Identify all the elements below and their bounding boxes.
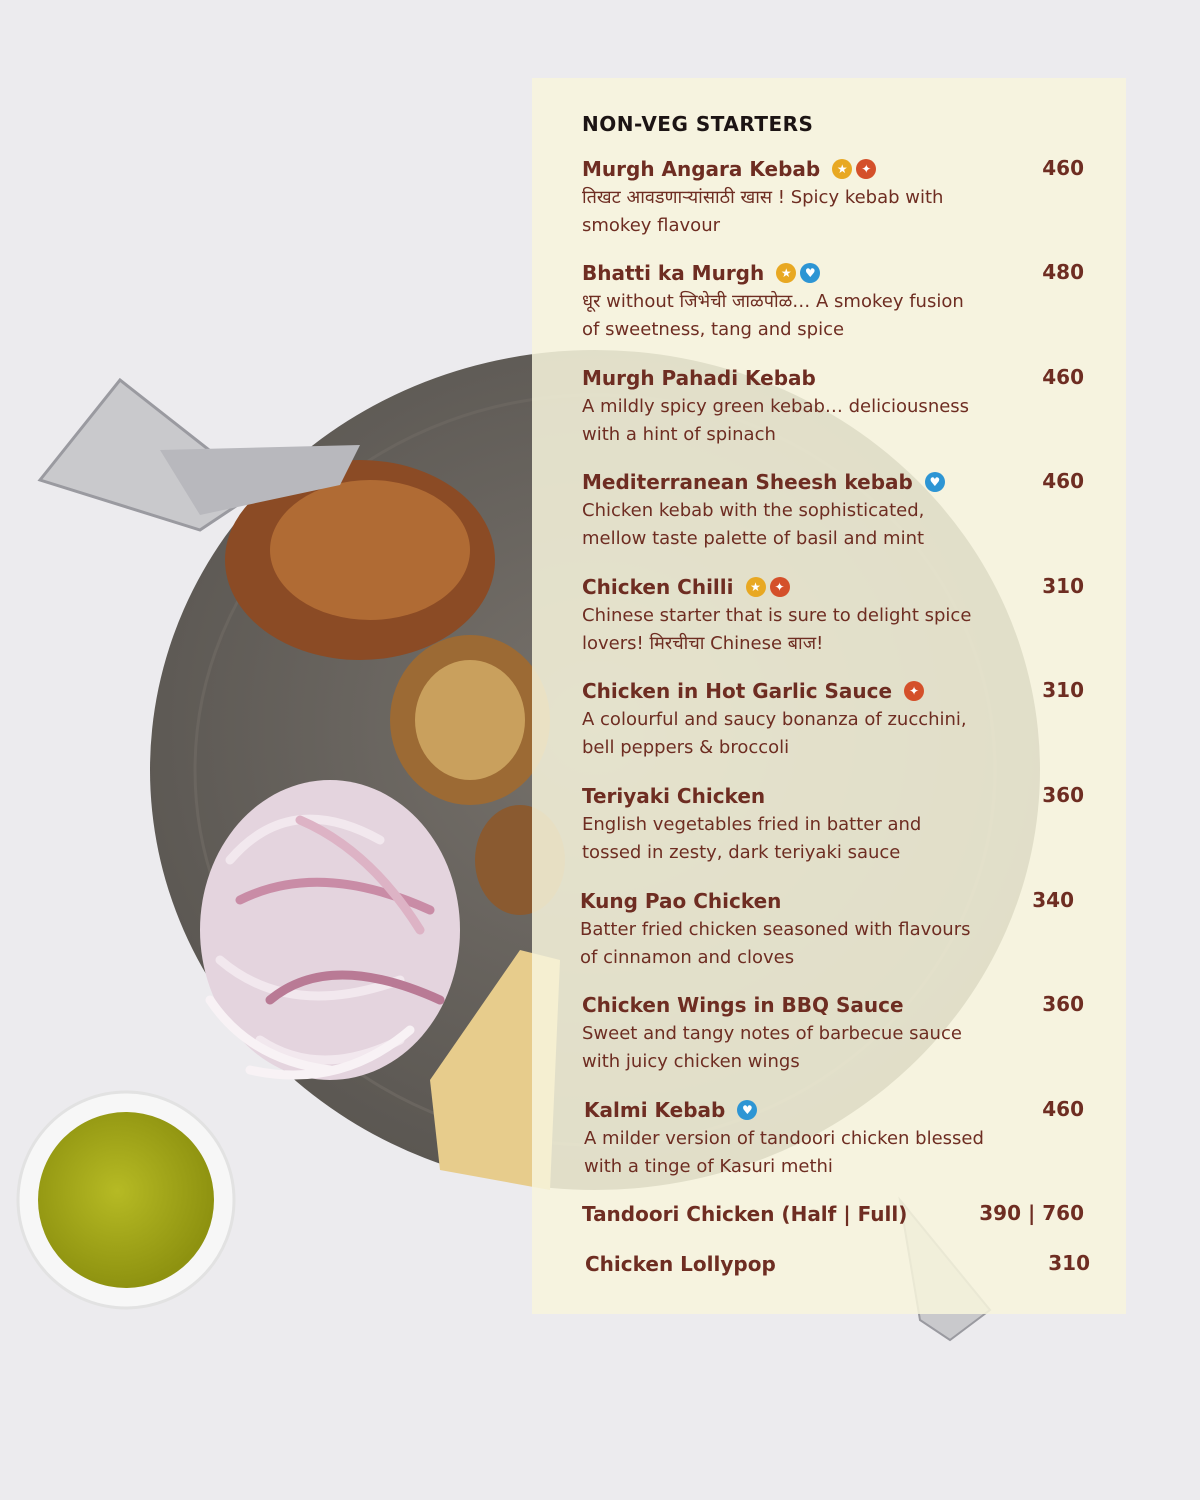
item-description: Chinese starter that is sure to delight spice lovers! मिरचीचा Chinese बाज! [582, 605, 972, 654]
item-description: English vegetables fried in batter and tossed in zesty, dark teriyaki sauce [582, 814, 922, 863]
item-price: 460 [1042, 1097, 1084, 1121]
item-name: Murgh Pahadi Kebab [582, 366, 816, 390]
item-description: A mildly spicy green kebab… deliciousness with a hint of spinach [582, 396, 970, 445]
item-description: Chicken kebab with the sophisticated, mellow taste palette of basil and mint [582, 500, 925, 549]
onion-salad [200, 780, 460, 1080]
menu-item [582, 363, 1092, 449]
chilli-icon: ✦ [856, 159, 876, 179]
heart-icon: ♥ [800, 263, 820, 283]
item-description: धूर without जिभेची जाळपोळ… A smokey fusion of sweetness, tang and spice [582, 291, 964, 340]
item-description: A colourful and saucy bonanza of zucchini, bell peppers & broccoli [582, 709, 967, 758]
menu-item [582, 154, 1092, 240]
item-name: Chicken Lollypop [585, 1252, 776, 1276]
item-price: 480 [1042, 260, 1084, 284]
item-price: 460 [1042, 365, 1084, 389]
item-name: Chicken Chilli [582, 575, 734, 599]
menu-item [582, 572, 1092, 658]
menu-item [584, 1095, 1094, 1181]
item-name: Chicken Wings in BBQ Sauce [582, 993, 904, 1017]
menu-panel [532, 78, 1126, 1314]
item-description: Batter fried chicken seasoned with flavours of cinnamon and cloves [580, 919, 971, 968]
menu-item [582, 258, 1092, 344]
item-price: 390 | 760 [979, 1201, 1084, 1225]
item-name: Tandoori Chicken (Half | Full) [582, 1202, 908, 1226]
star-icon: ★ [832, 159, 852, 179]
menu-item [582, 1199, 1092, 1229]
section-title: NON-VEG STARTERS [582, 112, 814, 136]
item-price: 340 [1032, 888, 1074, 912]
star-icon: ★ [746, 577, 766, 597]
item-price: 460 [1042, 469, 1084, 493]
menu-item [582, 781, 1092, 867]
chilli-icon: ✦ [904, 681, 924, 701]
item-description: तिखट आवडणाऱ्यांसाठी खास ! Spicy kebab with smokey flavour [582, 187, 944, 236]
item-name: Kung Pao Chicken [580, 889, 782, 913]
item-price: 310 [1042, 574, 1084, 598]
item-price: 460 [1042, 156, 1084, 180]
item-name: Bhatti ka Murgh [582, 261, 765, 285]
item-description: Sweet and tangy notes of barbecue sauce with juicy chicken wings [582, 1023, 962, 1072]
menu-item [582, 467, 1092, 553]
item-description: A milder version of tandoori chicken blessed with a tinge of Kasuri methi [584, 1128, 984, 1177]
item-name: Chicken in Hot Garlic Sauce [582, 679, 893, 703]
star-icon: ★ [776, 263, 796, 283]
menu-item [582, 676, 1092, 762]
menu-item [580, 886, 1090, 972]
item-name: Murgh Angara Kebab [582, 157, 821, 181]
menu-item [582, 990, 1092, 1076]
heart-icon: ♥ [737, 1100, 757, 1120]
item-name: Teriyaki Chicken [582, 784, 766, 808]
menu-item [585, 1249, 1095, 1279]
item-name: Mediterranean Sheesh kebab [582, 470, 913, 494]
chilli-icon: ✦ [770, 577, 790, 597]
heart-icon: ♥ [925, 472, 945, 492]
item-price: 360 [1042, 783, 1084, 807]
item-name: Kalmi Kebab [584, 1098, 726, 1122]
item-price: 310 [1042, 678, 1084, 702]
item-price: 360 [1042, 992, 1084, 1016]
item-price: 310 [1048, 1251, 1090, 1275]
